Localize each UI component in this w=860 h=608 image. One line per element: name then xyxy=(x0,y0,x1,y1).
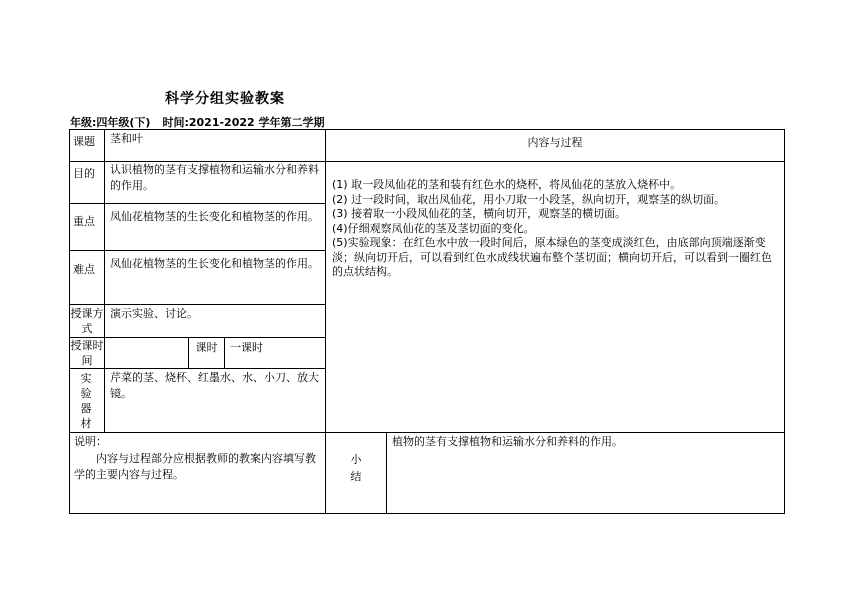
method-label: 授课方式 xyxy=(70,307,104,335)
note-label: 说明： xyxy=(74,435,107,448)
grade-text: 年级:四年级(下) xyxy=(70,116,151,129)
table-border-right xyxy=(784,129,785,514)
table-rule-materials xyxy=(69,432,785,433)
step-item: (4)仔细观察凤仙花的茎及茎切面的变化。 xyxy=(332,221,535,235)
note-text: 内容与过程部分应根据教师的教案内容填写教学的主要内容与过程。 xyxy=(74,452,316,481)
step-item: (5)实验现象：在红色水中放一段时间后，原本绿色的茎变成淡红色，由底部向顶端逐渐变淡；纵向切开后，可以看到红色水成线状遍布整个茎切面；横向切开后，可以看到一圈红色的点状结构。 xyxy=(332,236,772,278)
grade-time-line xyxy=(70,114,325,130)
step-item: (1) 取一段凤仙花的茎和装有红色水的烧杯，将凤仙花的茎放入烧杯中。 xyxy=(332,178,682,191)
topic-label: 课题 xyxy=(73,135,95,148)
difficulty-value: 凤仙花植物茎的生长变化和植物茎的作用。 xyxy=(110,257,319,270)
table-rule-purpose xyxy=(69,203,326,204)
step-item: (2) 过一段时间，取出凤仙花，用小刀取一小段茎，纵向切开，观察茎的纵切面。 xyxy=(332,192,726,206)
key-value: 凤仙花植物茎的生长变化和植物茎的作用。 xyxy=(110,210,319,223)
summary-label: 小结 xyxy=(350,453,362,483)
purpose-label: 目的 xyxy=(73,167,95,180)
periods-value: 一课时 xyxy=(230,341,263,354)
table-rule-difficulty xyxy=(69,304,326,305)
materials-value: 芹菜的茎、烧杯、红墨水、水、小刀、放大镜。 xyxy=(110,371,319,400)
key-label: 重点 xyxy=(73,215,95,228)
periods-label: 课时 xyxy=(195,341,218,354)
difficulty-label: 难点 xyxy=(73,263,95,276)
method-value: 演示实验、讨论。 xyxy=(110,307,198,320)
table-rule-time-b xyxy=(224,337,225,369)
steps-list xyxy=(332,178,780,280)
page-title: 科学分组实验教案 xyxy=(165,91,285,107)
topic-value: 茎和叶 xyxy=(110,132,143,145)
time-label: 授课时间 xyxy=(70,339,104,367)
term-text: 时间:2021-2022 学年第二学期 xyxy=(162,116,325,129)
table-rule-summary xyxy=(386,432,387,514)
table-rule-time xyxy=(69,368,326,369)
table-border-bottom xyxy=(69,513,785,514)
content-header: 内容与过程 xyxy=(527,136,583,149)
table-rule-label-col xyxy=(104,129,105,433)
materials-label: 实验器材 xyxy=(80,372,92,430)
table-rule-mid xyxy=(325,129,326,514)
table-border-top xyxy=(69,129,785,130)
purpose-value: 认识植物的茎有支撑植物和运输水分和养料的作用。 xyxy=(110,163,319,192)
step-item: (3) 接着取一小段凤仙花的茎，横向切开，观察茎的横切面。 xyxy=(332,207,627,220)
summary-text: 植物的茎有支撑植物和运输水分和养料的作用。 xyxy=(392,435,623,448)
table-rule-method xyxy=(69,337,326,338)
table-rule-key xyxy=(69,250,326,251)
